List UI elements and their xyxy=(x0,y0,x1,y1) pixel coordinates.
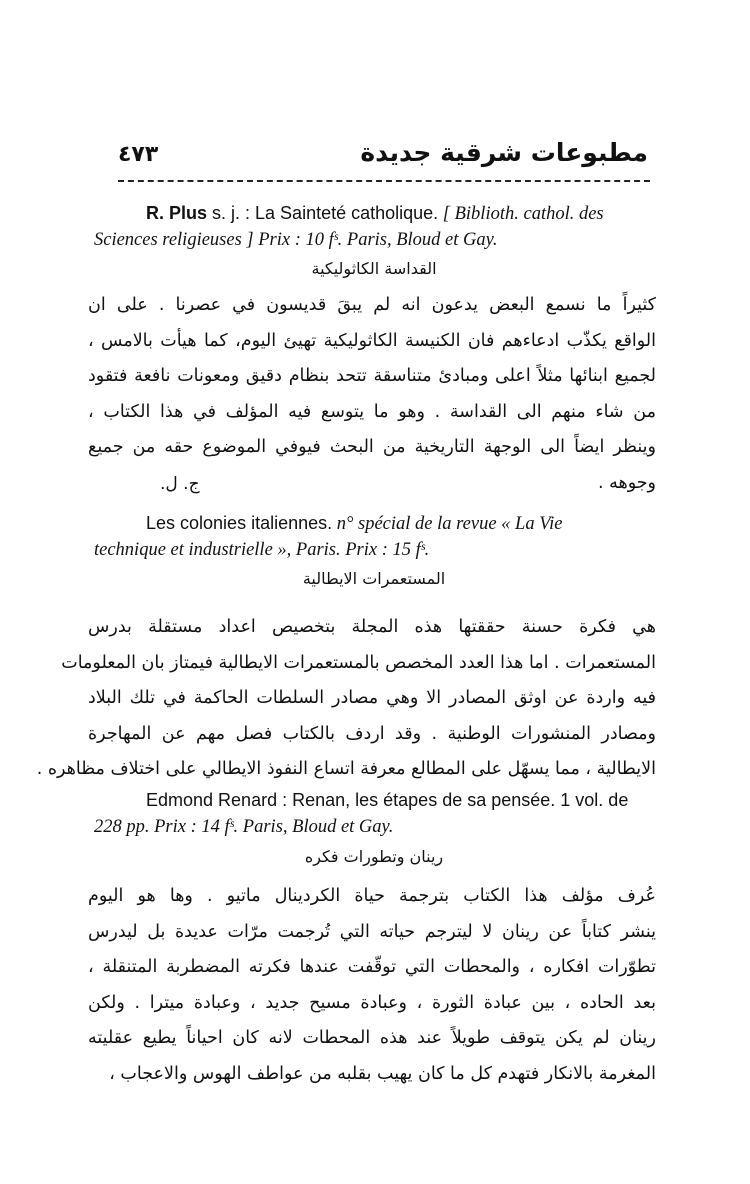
entry-3-author: Edmond Renard : xyxy=(146,790,288,810)
entry-3-line-6: المغرمة بالانكار فتهدم كل ما كان يهيب بقلبه من عواطف الهوس والاعجاب ، xyxy=(109,1063,656,1084)
entry-3-bibliography xyxy=(94,787,654,841)
entry-1-author-suffix: s. j. : xyxy=(207,203,251,223)
entry-1-line-6: وجوهه . xyxy=(597,472,656,493)
entry-1-author: R. Plus xyxy=(146,203,208,223)
entry-1-arabic-title: القداسة الكاثوليكية xyxy=(311,259,437,278)
entry-3-biblio-line-1 xyxy=(94,787,654,814)
entry-1-bibliography xyxy=(94,200,654,254)
entry-3-arabic-title: رينان وتطورات فكره xyxy=(304,847,444,866)
entry-2-line-2: المستعمرات . اما هذا العدد المخصص بالمستعمرات الايطالية فيمتاز بان المعلومات xyxy=(61,652,656,673)
page-number: ٤٧٣ xyxy=(118,142,159,167)
entry-2-line-5: الايطالية ، مما يسهّل على المطالع معرفة اتساع النفوذ الايطالي على اختلاف مظاهره . xyxy=(36,759,656,779)
entry-2-line-3: فيه واردة عن اوثق المصادر الا وهي مصادر السلطات الحاكمة في تلك البلاد xyxy=(88,688,656,708)
entry-3-line-2: ينشر كتاباً عن رينان لا ليترجم حياته التي تُرجمت مرّات عديدة بل ليدرس xyxy=(88,921,656,942)
entry-1-biblio-line-1 xyxy=(94,200,654,227)
entry-1-line-5: وينظر ايضاً الى الوجهة التاريخية من البحث فيوفي الموضوع حقه من جميع xyxy=(88,437,656,457)
entry-2-series: n° spécial de la revue « La Vie xyxy=(332,514,563,534)
entry-3-paragraph xyxy=(88,879,656,1092)
entry-1-paragraph xyxy=(88,288,656,501)
entry-2-arabic-title: المستعمرات الايطالية xyxy=(302,569,446,588)
running-title: مطبوعات شرقية جديدة xyxy=(360,138,648,167)
entry-1-signature: ج. ل. xyxy=(160,474,200,494)
entry-3-line-5: رينان لم يكن يتوقف طويلاً عند هذه المحطات لانه كان احياناً يطيع عقليته xyxy=(88,1028,656,1048)
entry-2-line-4: ومصادر المنشورات الوطنية . وقد اردف بالكتاب فصل مهم عن المهاجرة xyxy=(88,723,656,744)
entry-2-line-1: هي فكرة حسنة حققتها هذه المجلة بتخصيص اعداد مستقلة بدرس xyxy=(88,617,656,637)
page-header xyxy=(118,138,648,174)
entry-2-paragraph xyxy=(36,610,656,788)
entry-2-biblio-line-2: technique et industrielle », Paris. Prix : 15 fˢ. xyxy=(94,540,430,560)
header-rule xyxy=(118,180,650,182)
entry-3-line-4: بعد الحاده ، بين عبادة الثورة ، وعبادة مسيح جديد ، وعبادة ميترا . ولكن xyxy=(88,992,656,1013)
entry-2-title: Les colonies italiennes. xyxy=(146,513,333,533)
entry-3-biblio-line-2: 228 pp. Prix : 14 fˢ. Paris, Bloud et Gay. xyxy=(94,817,394,837)
entry-1-line-4: من شاء منهم الى القداسة . وهو ما يتوسع فيه المؤلف في هذا الكتاب ، xyxy=(88,401,656,422)
entry-3-title: Renan, les étapes de sa pensée. 1 vol. de xyxy=(287,790,629,810)
entry-3-line-1: عُرف مؤلف هذا الكتاب بترجمة حياة الكردينال ماتيو . وها هو اليوم xyxy=(88,886,656,906)
entry-3-line-3: تطوّرات افكاره ، والمحطات التي توقّفت عندها فكرته المضطربة المتنقلة ، xyxy=(88,957,656,977)
entry-2-bibliography xyxy=(94,510,654,564)
entry-1-biblio-line-2: Sciences religieuses ] Prix : 10 fˢ. Paris, Bloud et Gay. xyxy=(94,230,498,250)
entry-2-biblio-line-1 xyxy=(94,510,654,537)
entry-1-series: [ Biblioth. cathol. des xyxy=(438,204,604,224)
entry-1-line-3: لجميع ابنائها مثلاً اعلى ومبادئ متناسقة تتحد بنظام دقيق ومعونات نافعة فتقود xyxy=(88,366,656,386)
entry-1-title: La Sainteté catholique. xyxy=(250,203,439,223)
entry-1-line-1: كثيراً ما نسمع البعض يدعون انه لم يبقَ قديسون في عصرنا . على ان xyxy=(88,295,656,315)
entry-1-line-2: الواقع يكذّب ادعاءهم فان الكنيسة الكاثوليكية تهيئ اليوم، كما هيأت بالامس ، xyxy=(88,330,656,351)
